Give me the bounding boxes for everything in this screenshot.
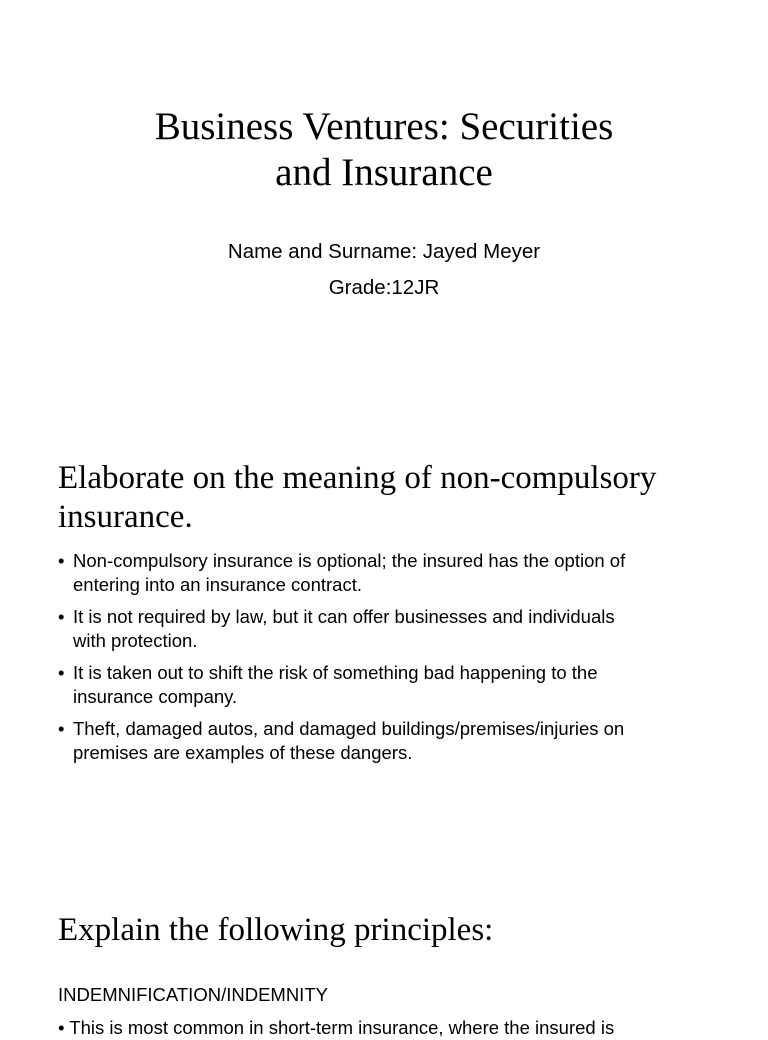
slide-title-line-2: and Insurance [275,151,493,194]
section-heading-line-2: insurance. [58,499,193,535]
slide-title [0,104,768,196]
bullet-text-line: It is taken out to shift the risk of something bad happening to the [73,662,598,683]
bullet-list [58,549,708,773]
section-heading-line-1: Elaborate on the meaning of non-compulsory [58,460,657,496]
bullet-text-line: It is not required by law, but it can offer businesses and individuals [73,606,615,627]
bullet-text-line: Non-compulsory insurance is optional; the insured has the option of [73,550,626,571]
cut-off-bullet-text: • This is most common in short-term insurance, where the insured is [58,1017,615,1038]
section-heading-non-compulsory [58,459,738,537]
author-info [0,234,768,306]
bullet-item [58,605,708,653]
bullet-icon: • [58,718,65,739]
author-grade: Grade:12JR [328,276,440,299]
bullet-text-line: Theft, damaged autos, and damaged buildings/premises/injuries on [73,718,625,739]
bullet-icon: • [58,662,65,683]
section-heading-principles: Explain the following principles: [58,912,494,948]
bullet-icon: • [58,606,65,627]
bullet-text-line: with protection. [73,630,198,651]
bullet-icon: • [58,550,65,571]
bullet-item [58,549,708,597]
principle-label: INDEMNIFICATION/INDEMNITY [58,984,328,1005]
bullet-item [58,717,708,765]
bullet-item [58,661,708,709]
bullet-text-line: insurance company. [73,686,238,707]
bullet-text-line: premises are examples of these dangers. [73,742,413,763]
bullet-text-line: entering into an insurance contract. [73,574,362,595]
author-name: Name and Surname: Jayed Meyer [227,240,541,263]
slide-title-line-1: Business Ventures: Securities [154,105,614,148]
